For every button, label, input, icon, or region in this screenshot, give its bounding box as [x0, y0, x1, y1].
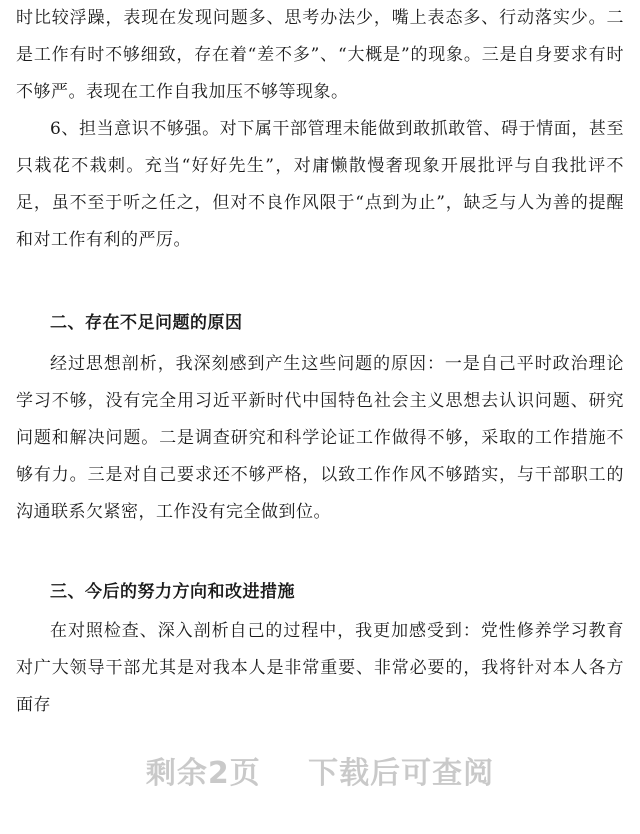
paragraph-continuation: 时比较浮躁，表现在发现问题多、思考办法少，嘴上表态多、行动落实少。二是工作有时不够细致，存在着“差不多”、“大概是”的现象。三是自身要求有时不够严。表现在工作自我加压不够等现象。 [16, 8, 624, 102]
section-heading-3: 三、今后的努力方向和改进措施 [50, 582, 295, 602]
section-heading-2: 二、存在不足问题的原因 [50, 313, 243, 333]
download-to-view-label[interactable]: 下载后可查阅 [308, 756, 495, 791]
paragraph-causes: 经过思想剖析，我深刻感到产生这些问题的原因：一是自己平时政治理论学习不够，没有完全用习近平新时代中国特色社会主义思想去认识问题、研究问题和解决问题。二是调查研究和科学论证工作做得不够，采取的工作措施不够有力。三是对自己要求还不够严格，以致工作作风不够踏实，与干部职工的沟通联系欠紧密，工作没有完全做到位。 [16, 354, 624, 522]
paragraph-item-6: 6、担当意识不够强。对下属干部管理未能做到敢抓敢管、碍于情面，甚至只栽花不栽刺。充当“好好先生”，对庸懒散慢奢现象开展批评与自我批评不足，虽不至于听之任之，但对不良作风限于“点到为止”，缺乏与人为善的提醒和对工作有利的严厉。 [16, 119, 624, 250]
remaining-pages-label[interactable]: 剩余2页 [145, 756, 261, 791]
download-prompt-banner[interactable] [0, 748, 640, 792]
paragraph-improvement: 在对照检查、深入剖析自己的过程中，我更加感受到：党性修养学习教育对广大领导干部尤其是对我本人是非常重要、非常必要的，我将针对本人各方面存 [16, 621, 624, 715]
